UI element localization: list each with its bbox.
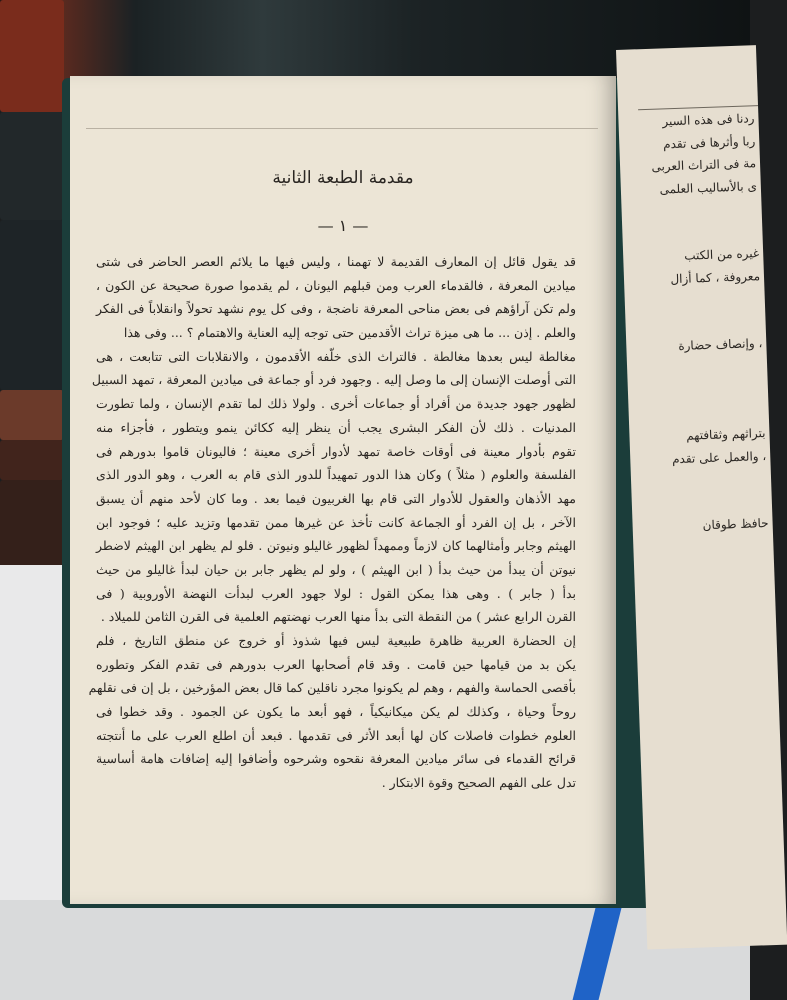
- text-line: بأقصى الحماسة والفهم ، وهم لم يكونوا مجرد ناقلين كما قال بعض المؤرخين ، بل إن فى نقلهم: [88, 680, 576, 696]
- text-line: مغالطة ليس بعدها مغالطة . فالتراث الذى خلّفه الأقدمون ، والانقلابات التى تتابعت ، هى: [96, 348, 576, 364]
- text-line: بتراثهم وثقافتهم: [685, 426, 766, 443]
- text-line: ميادين المعرفة ، فالقدماء العرب ومن قبلهم اليونان ، لم يقدموا صورة صحيحة عن الكون ،: [96, 277, 576, 293]
- book-spine: [0, 0, 64, 112]
- text-line: الهيثم وجابر وأمثالهما كان لازماً وممهداً لظهور غاليلو ونيوتن . فلو لم يظهر ابن الهيثم لاضطر: [96, 538, 576, 554]
- text-line: الفلسفة والعلوم ( مثلاً ) وكان هذا الدور تمهيداً للدور الذى قام به العرب ، وهو الدور الذى: [96, 467, 576, 483]
- text-line: مهد الأذهان والعقول للأدوار التى قام بها الغربيون فيما بعد . وما كان لأحد منهم أن يسبق: [96, 490, 576, 506]
- text-line: ردنا فى هذه السير: [662, 111, 755, 129]
- text-line: ربا وأثرها فى تقدم: [662, 133, 756, 151]
- text-line: ، وإنصاف حضارة: [678, 336, 763, 354]
- text-line: مة فى التراث العربى: [651, 156, 757, 174]
- text-line: إن الحضارة العربية ظاهرة طبيعية ليس فيها شذوذ أو خروج عن منطق التاريخ ، فلم: [96, 633, 576, 648]
- book-spine: [0, 480, 64, 570]
- text-line: قد يقول قائل إن المعارف القديمة لا تهمنا ، وليس فيها ما يلائم العصر الحاضر فى شتى: [96, 254, 576, 269]
- text-line: روحاً وحياة ، وكذلك لم يكن ميكانيكياً ، فهو أبعد ما يكون عن الجمود . وقد خطوا فى: [96, 704, 576, 720]
- text-line: التى أوصلت الإنسان إلى ما وصل إليه . وجهود فرد أو جماعة فى ميادين المعرفة ، تمهد السبيل: [91, 372, 576, 388]
- text-line: والعلم . إذن ... ما هى ميزة تراث الأقدمين حتى توجه إليه العناية والاهتمام ؟ ... وفى هذا: [123, 325, 576, 341]
- page-number: — ١ —: [317, 216, 369, 235]
- text-line: حافظ طوقان: [702, 515, 769, 533]
- text-line: نيوتن أن يبدأ من حيث بدأ ( ابن الهيثم ) ، ولو لم يظهر جابر بن حيان لبدأ غاليلو من حيث: [96, 561, 576, 577]
- text-line: بدأ ( جابر ) . وهى هذا يمكن القول : لولا جهود العرب لبدأت النهضة الأوروبية ( فى: [96, 585, 576, 601]
- book-spine: [0, 390, 64, 440]
- body-text: [88, 250, 576, 795]
- page-heading: مقدمة الطبعة الثانية: [272, 168, 414, 188]
- text-line: تقوم بأدوار معينة فى أوقات خاصة تمهد لأدوار أخرى معينة ؛ فاليونان قاموا بدورهم فى: [96, 443, 576, 459]
- text-line: قرائح القدماء فى سائر ميادين المعرفة نقحوه وشرحوه وأضافوا إليه إضافات هامة أساسية: [96, 751, 576, 767]
- book-spine: [0, 220, 64, 390]
- text-line: يكن بد من قيامها حين قامت . وقد قام أصحابها العرب بدورهم فى تقدم الفكر وتطوره: [96, 656, 576, 672]
- text-line: العلوم خطوات فاصلات كان لها أبعد الأثر فى تقدمها . فبعد أن اطلع العرب على ما أنتجته: [96, 727, 576, 743]
- text-line: معروفة ، كما أزال: [670, 268, 761, 286]
- right-page-text: [632, 107, 769, 538]
- book-spine: [0, 112, 64, 220]
- text-line: ى بالأساليب العلمى: [659, 178, 758, 197]
- text-line: الآخر ، بل إن الفرد أو الجماعة كانت تأخذ عن غيرها ممن تقدمها وتزيد عليه ؛ فوجود ابن: [96, 514, 576, 530]
- text-line: لظهور جهود جديدة من أفراد أو جماعات أخرى . ولولا ذلك لما تقدم الإنسان ، ولما تطورت: [96, 396, 576, 412]
- header-rule: [86, 128, 598, 129]
- book-spine: [0, 440, 64, 480]
- text-line: غيره من الكتب: [683, 246, 760, 263]
- table-surface: [0, 900, 750, 1000]
- text-line: ولم تكن آراؤهم فى بعض مناحى المعرفة ناضجة ، وفى كل يوم نشهد تحولاً وانقلاباً فى الفكر: [96, 301, 576, 317]
- text-line: تدل على الفهم الصحيح وقوة الابتكار .: [381, 775, 576, 791]
- text-line: القرن الرابع عشر ) من النقطة التى بدأ منها العرب نهضتهم العلمية فى القرن الثامن للميلاد .: [100, 609, 576, 625]
- text-line: ، والعمل على تقدم: [671, 448, 767, 466]
- text-line: المدنيات . ذلك لأن الفكر البشرى يجب أن ينظر إليه ككائن ينمو ويتطور ، فأجزاء منه: [96, 419, 576, 435]
